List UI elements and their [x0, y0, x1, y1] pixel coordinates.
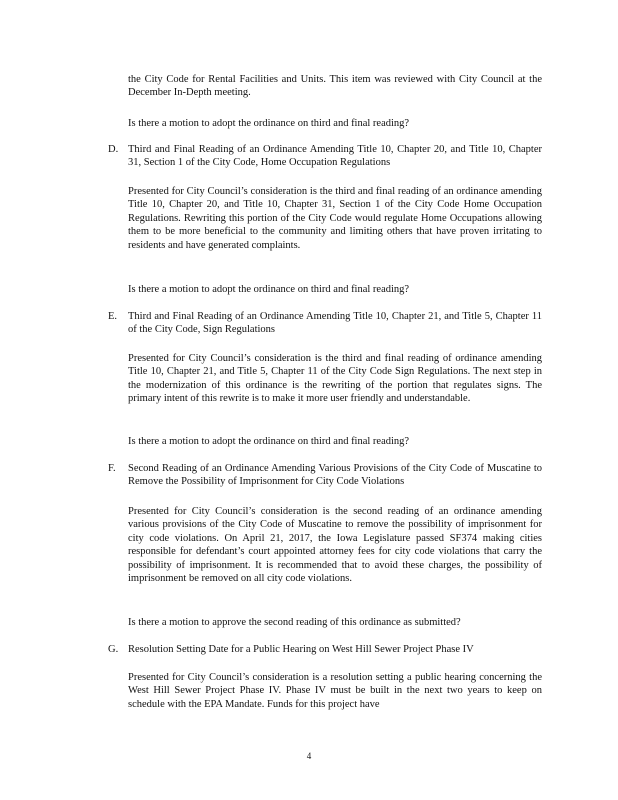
item-heading: Second Reading of an Ordinance Amending Various Provisions of the City Code of Muscatine to Remove the Possibility of Imprisonment for City Code Violations [128, 463, 542, 488]
agenda-item-f-question: Is there a motion to approve the second reading of this ordinance as submitted? [128, 617, 461, 628]
agenda-item-g-heading [108, 643, 542, 656]
item-letter: E. [108, 311, 118, 322]
agenda-item-e-question: Is there a motion to adopt the ordinance on third and final reading? [128, 436, 410, 447]
agenda-item-f-heading [108, 462, 542, 489]
item-letter: F. [108, 463, 116, 474]
agenda-item-d-description: Presented for City Council’s consideration is the third and final reading of an ordinance amending Title 10, Chapter 20, and Title 10, Chapter 31, Section 1 of the City Code Home Occupation Regulations. Rewriting this portion of the City Code would regulate Home Occupations allowing them to be more beneficial to the community and limiting others that have proven irritating to residents and have generated complaints. [128, 186, 542, 251]
item-heading: Third and Final Reading of an Ordinance Amending Title 10, Chapter 20, and Title 10, Chapter 31, Section 1 of the City Code, Home Occupation Regulations [128, 144, 542, 169]
intro-paragraph: the City Code for Rental Facilities and Units. This item was reviewed with City Council at the December In-Depth meeting. [128, 74, 542, 99]
agenda-item-d-question: Is there a motion to adopt the ordinance on third and final reading? [128, 284, 410, 295]
item-letter: D. [108, 144, 119, 155]
agenda-item-e-heading [108, 310, 542, 337]
agenda-item-f-description: Presented for City Council’s consideration is the second reading of an ordinance amending various provisions of the City Code of Muscatine to remove the possibility of imprisonment for city code violations. On April 21, 2017, the Iowa Legislature passed SF374 making cities responsible for defendant’s court appointed attorney fees for city code violations that carry the possibility of imprisonment. It is recommended that to avoid these charges, the possibility of imprisonment be removed on all city code violations. [128, 506, 542, 585]
item-letter: G. [108, 644, 119, 655]
agenda-item-g-description: Presented for City Council’s consideration is a resolution setting a public hearing concerning the West Hill Sewer Project Phase IV. Phase IV must be built in the next two years to keep on schedule with the EPA Mandate. Funds for this project have [128, 672, 542, 710]
item-heading: Resolution Setting Date for a Public Hearing on West Hill Sewer Project Phase IV [128, 644, 474, 655]
agenda-item-d-heading [108, 143, 542, 170]
agenda-item-e-description: Presented for City Council’s consideration is the third and final reading of ordinance amending Title 10, Chapter 21, and Title 5, Chapter 11 of the City Code Sign Regulations. The next step in the modernization of this ordinance is the rewriting of the portion that regulates signs. The primary intent of this rewrite is to make it more user friendly and understandable. [128, 353, 542, 405]
item-heading: Third and Final Reading of an Ordinance Amending Title 10, Chapter 21, and Title 5, Chapter 11 of the City Code, Sign Regulations [128, 311, 542, 336]
page-number: 4 [306, 751, 312, 761]
intro-question: Is there a motion to adopt the ordinance on third and final reading? [128, 118, 410, 129]
